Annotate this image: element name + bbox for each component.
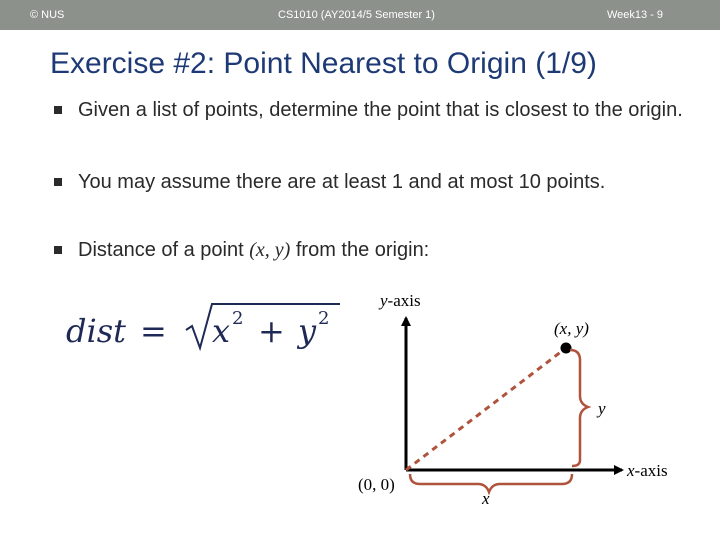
x-brace-label: x [482, 489, 490, 508]
formula-y-term: y [298, 312, 317, 350]
formula-lhs: dist [66, 312, 126, 350]
distance-dashed-line [406, 348, 566, 470]
formula-plus: + [258, 312, 285, 350]
bullet-text-prefix: Distance of a point [78, 239, 250, 261]
slide-title: Exercise #2: Point Nearest to Origin (1/9) [50, 47, 597, 80]
point-label: (x, y) [554, 319, 589, 338]
origin-label: (0, 0) [358, 475, 395, 494]
bullet-text: Given a list of points, determine the point that is closest to the origin. [78, 99, 683, 121]
distance-formula [66, 304, 340, 350]
copyright-label: © NUS [30, 9, 65, 21]
formula-x-exponent: 2 [232, 308, 244, 329]
x-axis-label: x-axis [627, 461, 668, 480]
x-brace-icon [410, 474, 572, 492]
point-marker [561, 343, 572, 354]
bullet-text-suffix: from the origin: [290, 239, 430, 261]
y-axis-label: y-axis [380, 291, 421, 310]
formula-y-exponent: 2 [318, 308, 330, 329]
slide-number: Week13 - 9 [607, 9, 664, 21]
y-brace-label: y [598, 399, 606, 418]
bullet-text: You may assume there are at least 1 and at most 10 points. [78, 171, 606, 193]
formula-equals: = [140, 312, 167, 350]
course-label: CS1010 (AY2014/5 Semester 1) [278, 9, 435, 21]
y-brace-icon [570, 350, 588, 466]
point-notation: (x, y) [249, 239, 291, 261]
formula-x-term: x [212, 312, 231, 350]
